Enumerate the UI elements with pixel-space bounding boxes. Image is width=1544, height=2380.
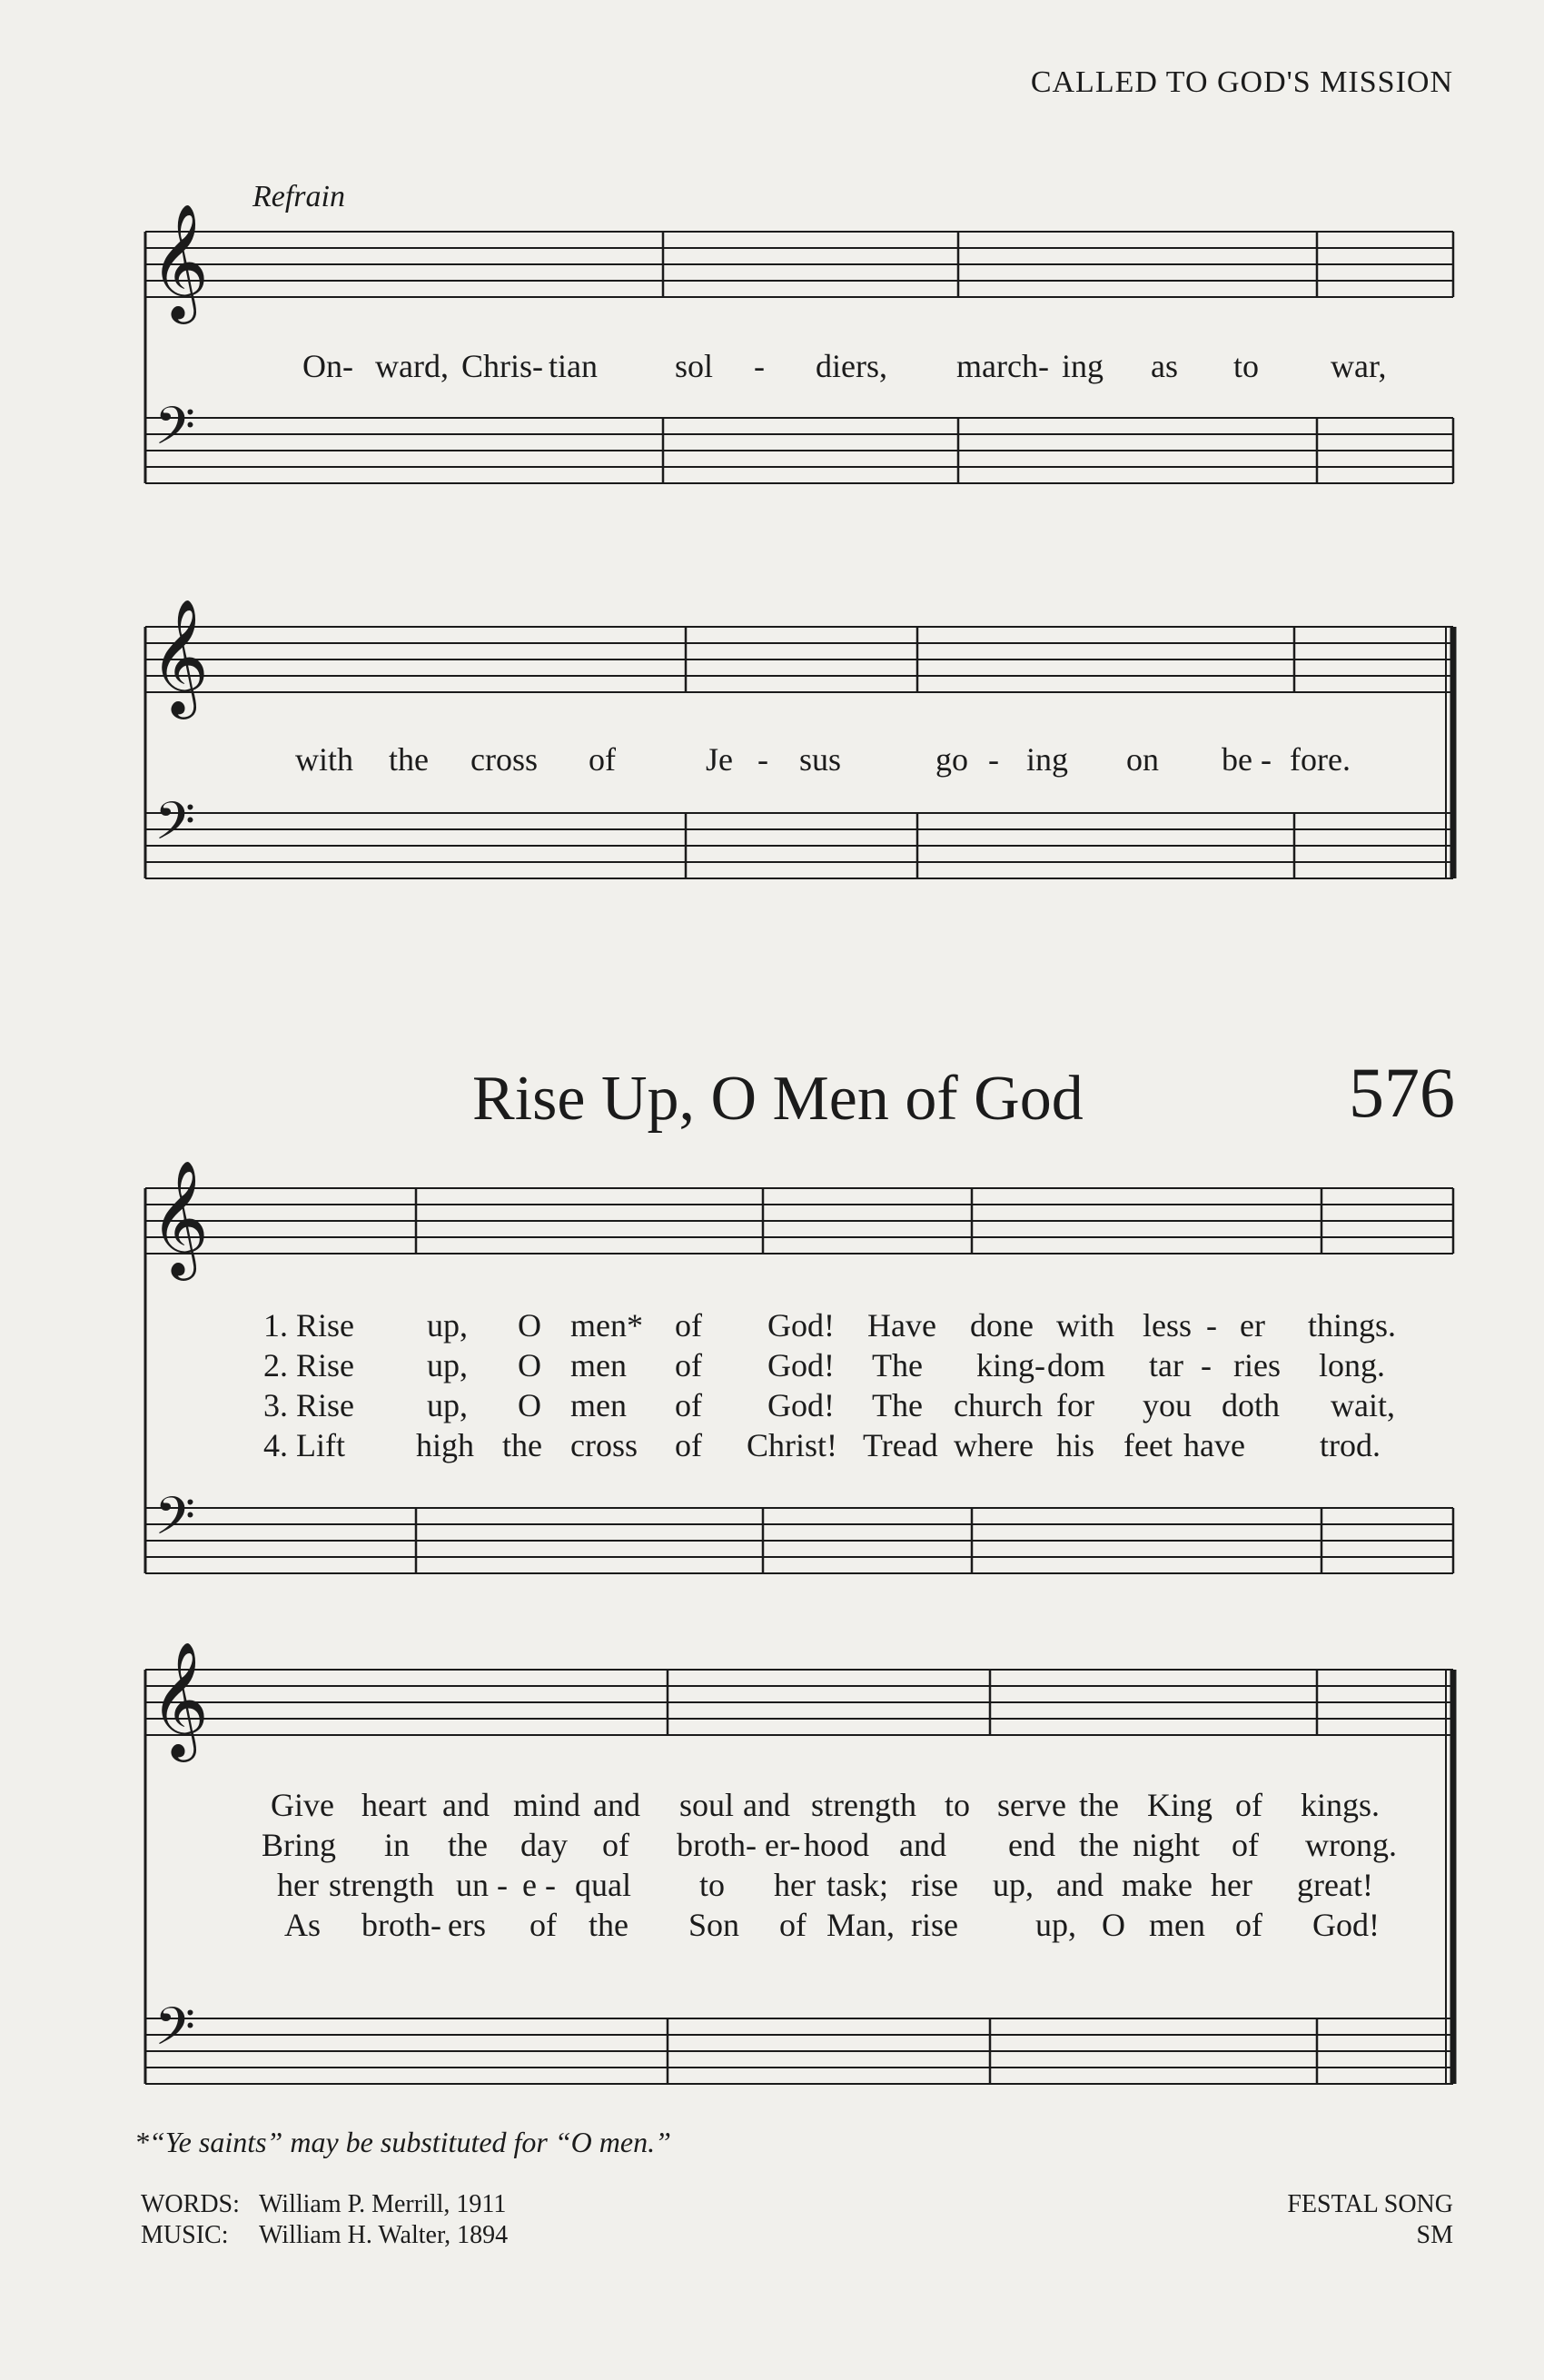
syllable: The xyxy=(872,1387,923,1423)
syllable: of xyxy=(530,1907,557,1943)
syllable: heart xyxy=(361,1787,427,1823)
syllable: day xyxy=(520,1827,568,1863)
syllable: - xyxy=(1201,1347,1212,1383)
syllable: with xyxy=(1056,1307,1115,1344)
verse-1-line-a xyxy=(0,1306,1544,1346)
syllable: Son xyxy=(688,1907,740,1943)
syllable: e xyxy=(522,1867,537,1903)
syllable: up, xyxy=(427,1387,468,1423)
syllable: tar xyxy=(1149,1347,1183,1383)
treble-clef-icon: 𝄞 xyxy=(150,1641,210,1757)
syllable: O xyxy=(518,1387,541,1423)
syllable: trod. xyxy=(1320,1427,1381,1463)
syllable: broth- xyxy=(677,1827,757,1863)
syllable: feet xyxy=(1123,1427,1173,1463)
syllable: the xyxy=(448,1827,488,1863)
syllable: her xyxy=(774,1867,816,1903)
syllable: er xyxy=(1240,1307,1265,1344)
syllable: high xyxy=(416,1427,475,1463)
syllable: Tread xyxy=(863,1427,938,1463)
syllable: God! xyxy=(767,1307,835,1344)
syllable: task; xyxy=(826,1867,888,1903)
refrain-label: Refrain xyxy=(252,180,345,213)
syllable: 2. Rise xyxy=(263,1347,355,1383)
syllable: on xyxy=(1126,741,1159,778)
syllable: and xyxy=(743,1787,790,1823)
syllable: qual xyxy=(575,1867,631,1903)
syllable: serve xyxy=(997,1787,1066,1823)
words-credit xyxy=(141,2189,508,2220)
syllable: and xyxy=(899,1827,946,1863)
syllable: the xyxy=(389,741,429,778)
syllable: Give xyxy=(271,1787,334,1823)
syllable: Je xyxy=(706,741,733,778)
syllable: - xyxy=(757,741,768,778)
credits xyxy=(141,2189,508,2251)
syllable: strength xyxy=(811,1787,916,1823)
syllable: ing xyxy=(1026,741,1069,778)
syllable: men xyxy=(570,1347,627,1383)
syllable: long. xyxy=(1319,1347,1386,1383)
syllable: up, xyxy=(427,1347,468,1383)
syllable: - xyxy=(1206,1307,1217,1344)
syllable: As xyxy=(284,1907,322,1943)
syllable: for xyxy=(1056,1387,1094,1423)
syllable: of xyxy=(589,741,616,778)
syllable: and xyxy=(442,1787,490,1823)
syllable: of xyxy=(675,1387,702,1423)
syllable: un xyxy=(456,1867,489,1903)
syllable: of xyxy=(1235,1907,1262,1943)
hymn-title: Rise Up, O Men of God xyxy=(472,1064,1084,1134)
syllable: mind xyxy=(513,1787,581,1823)
syllable: wrong. xyxy=(1305,1827,1397,1863)
syllable: 3. Rise xyxy=(263,1387,355,1423)
syllable: O xyxy=(1102,1907,1125,1943)
syllable: ward, xyxy=(375,348,449,384)
syllable: soul xyxy=(679,1787,735,1823)
syllable: kings. xyxy=(1301,1787,1381,1823)
syllable: wait, xyxy=(1331,1387,1395,1423)
syllable: Chris- xyxy=(461,348,543,384)
syllable: O xyxy=(518,1307,541,1344)
syllable: fore. xyxy=(1290,741,1351,778)
verse-3-line-a xyxy=(0,1386,1544,1426)
syllable: Have xyxy=(867,1307,936,1344)
syllable: strength xyxy=(329,1867,434,1903)
syllable: - xyxy=(497,1867,508,1903)
refrain-lyric-line-1 xyxy=(0,347,1544,387)
syllable: night xyxy=(1133,1827,1201,1863)
syllable: doth xyxy=(1222,1387,1281,1423)
syllable: O xyxy=(518,1347,541,1383)
syllable: - xyxy=(754,348,765,384)
syllable: be xyxy=(1222,741,1252,778)
syllable: of xyxy=(675,1427,702,1463)
syllable: war, xyxy=(1331,348,1387,384)
syllable: ries xyxy=(1233,1347,1281,1383)
syllable: diers, xyxy=(816,348,887,384)
syllable: less xyxy=(1143,1307,1192,1344)
treble-clef-icon: 𝄞 xyxy=(150,203,210,319)
syllable: rise xyxy=(911,1907,958,1943)
syllable: and xyxy=(593,1787,640,1823)
section-header: CALLED TO GOD'S MISSION xyxy=(1030,65,1453,99)
syllable: in xyxy=(384,1827,411,1863)
syllable: the xyxy=(1079,1787,1119,1823)
syllable: God! xyxy=(767,1387,835,1423)
syllable: Bring xyxy=(262,1827,337,1863)
verse-4-line-a xyxy=(0,1426,1544,1466)
hymn-number: 576 xyxy=(1349,1053,1455,1132)
bass-clef-icon: 𝄢 xyxy=(154,790,196,865)
verse-2-line-b xyxy=(0,1826,1544,1866)
syllable: 1. Rise xyxy=(263,1307,355,1344)
syllable: to xyxy=(945,1787,971,1823)
syllable: of xyxy=(675,1307,702,1344)
tune-meter: SM xyxy=(1416,2221,1453,2249)
music-credit xyxy=(141,2220,508,2251)
syllable: up, xyxy=(427,1307,468,1344)
music-composer: William H. Walter, 1894 xyxy=(259,2221,509,2249)
syllable: dom xyxy=(1047,1347,1106,1383)
syllable: as xyxy=(1151,348,1178,384)
bass-clef-icon: 𝄢 xyxy=(154,395,196,470)
treble-clef-icon: 𝄞 xyxy=(150,598,210,714)
syllable: sol xyxy=(675,348,714,384)
syllable: church xyxy=(954,1387,1043,1423)
syllable: sus xyxy=(799,741,842,778)
syllable: broth- xyxy=(361,1907,441,1943)
tune-name: FESTAL SONG xyxy=(1287,2190,1453,2218)
syllable: up, xyxy=(993,1867,1034,1903)
syllable: men* xyxy=(570,1307,643,1344)
words-author: William P. Merrill, 1911 xyxy=(259,2190,507,2218)
verse-2-line-a xyxy=(0,1346,1544,1386)
syllable: you xyxy=(1143,1387,1192,1423)
syllable: The xyxy=(872,1347,923,1383)
syllable: Man, xyxy=(826,1907,895,1943)
syllable: - xyxy=(545,1867,556,1903)
syllable: King xyxy=(1147,1787,1212,1823)
syllable: rise xyxy=(911,1867,958,1903)
syllable: march- xyxy=(956,348,1049,384)
syllable: with xyxy=(295,741,354,778)
verse-3-line-b xyxy=(0,1866,1544,1906)
syllable: done xyxy=(970,1307,1034,1344)
footnote: *“Ye saints” may be substituted for “O men.” xyxy=(134,2126,671,2158)
syllable: men xyxy=(570,1387,627,1423)
syllable: 4. Lift xyxy=(263,1427,345,1463)
syllable: of xyxy=(602,1827,629,1863)
syllable: ers xyxy=(448,1907,486,1943)
syllable: hood xyxy=(804,1827,869,1863)
syllable: - xyxy=(1261,741,1272,778)
bass-clef-icon: 𝄢 xyxy=(154,1485,196,1560)
syllable: make xyxy=(1122,1867,1193,1903)
syllable: of xyxy=(779,1907,807,1943)
syllable: end xyxy=(1008,1827,1055,1863)
bass-clef-icon: 𝄢 xyxy=(154,1996,196,2070)
syllable: and xyxy=(1056,1867,1104,1903)
syllable: ing xyxy=(1062,348,1104,384)
words-label: WORDS: xyxy=(141,2190,240,2218)
syllable: the xyxy=(589,1907,628,1943)
tune-info xyxy=(1287,2189,1453,2251)
syllable: of xyxy=(1235,1787,1262,1823)
syllable: Christ! xyxy=(747,1427,838,1463)
syllable: God! xyxy=(1312,1907,1380,1943)
verse-4-line-b xyxy=(0,1906,1544,1946)
refrain-lyric-line-2 xyxy=(0,740,1544,780)
syllable: her xyxy=(1211,1867,1252,1903)
syllable: things. xyxy=(1308,1307,1397,1344)
syllable: the xyxy=(1079,1827,1119,1863)
syllable: cross xyxy=(570,1427,638,1463)
verse-1-line-b xyxy=(0,1786,1544,1826)
syllable: have xyxy=(1183,1427,1245,1463)
syllable: cross xyxy=(470,741,538,778)
syllable: to xyxy=(699,1867,726,1903)
syllable: On- xyxy=(302,348,353,384)
syllable: to xyxy=(1233,348,1260,384)
syllable: great! xyxy=(1297,1867,1373,1903)
syllable: of xyxy=(1232,1827,1259,1863)
syllable: men xyxy=(1149,1907,1205,1943)
syllable: the xyxy=(502,1427,542,1463)
syllable: where xyxy=(954,1427,1034,1463)
syllable: God! xyxy=(767,1347,835,1383)
syllable: - xyxy=(988,741,999,778)
syllable: king- xyxy=(976,1347,1045,1383)
syllable: up, xyxy=(1035,1907,1076,1943)
syllable: her xyxy=(277,1867,319,1903)
treble-clef-icon: 𝄞 xyxy=(150,1159,210,1275)
syllable: of xyxy=(675,1347,702,1383)
syllable: his xyxy=(1056,1427,1095,1463)
syllable: tian xyxy=(549,348,598,384)
syllable: go xyxy=(935,741,968,778)
syllable: er- xyxy=(765,1827,801,1863)
music-label: MUSIC: xyxy=(141,2221,229,2249)
